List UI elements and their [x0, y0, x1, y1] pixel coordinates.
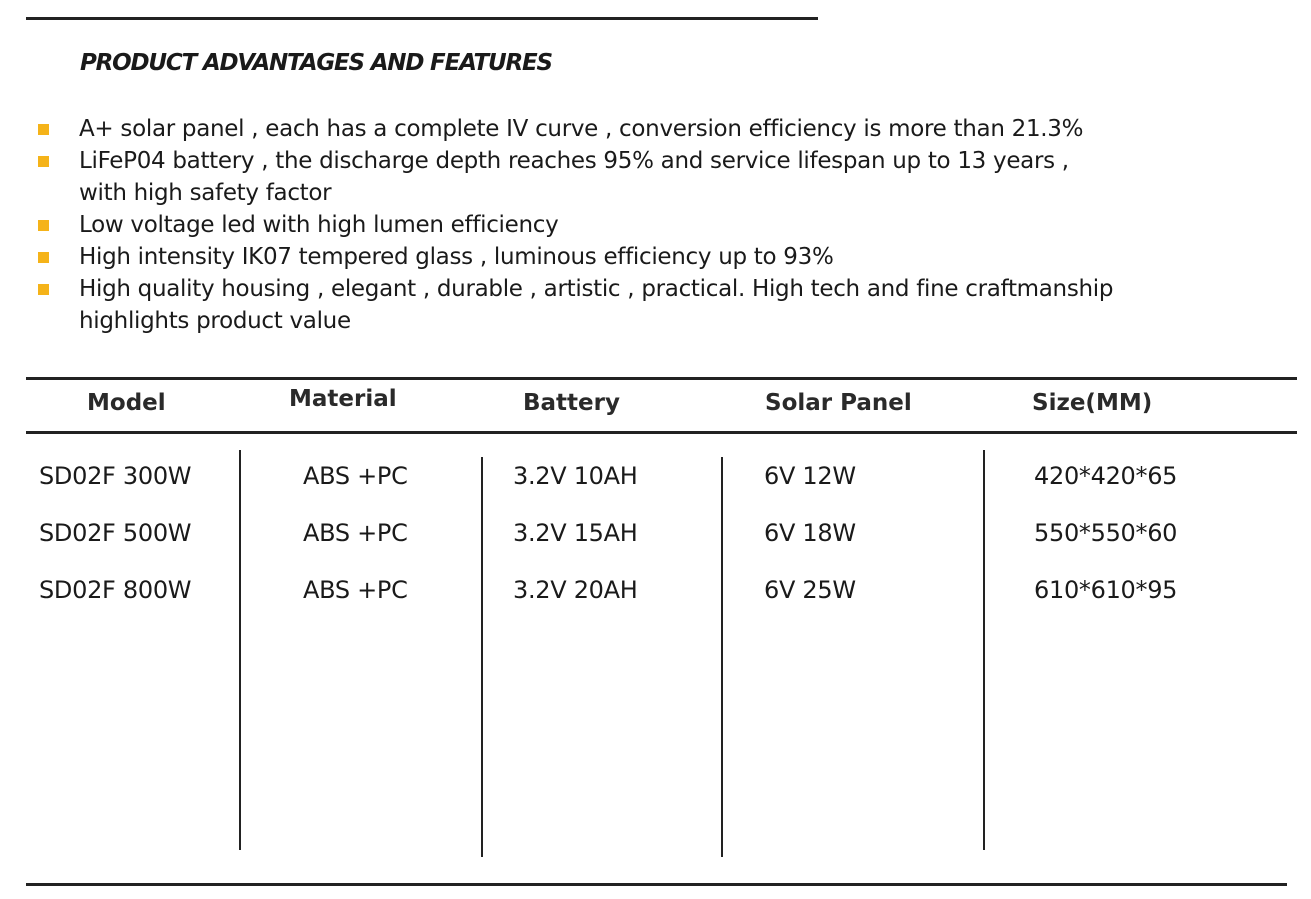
feature-item	[0, 209, 1199, 241]
feature-list	[0, 113, 1199, 337]
feature-text: High quality housing , elegant , durable , artistic , practical. High tech and fine craftmanship	[79, 276, 1114, 302]
cell-model: SD02F 500W	[39, 519, 192, 547]
column-divider	[721, 457, 723, 857]
section-title: PRODUCT ADVANTAGES AND FEATURES	[80, 50, 552, 76]
column-divider	[983, 450, 985, 850]
cell-battery: 3.2V 20AH	[513, 576, 638, 604]
feature-item	[0, 241, 1199, 273]
feature-text-continued: highlights product value	[79, 308, 351, 334]
cell-size: 420*420*65	[1034, 462, 1178, 490]
square-bullet-icon	[38, 252, 49, 263]
cell-battery: 3.2V 10AH	[513, 462, 638, 490]
column-divider	[239, 450, 241, 850]
square-bullet-icon	[38, 124, 49, 135]
feature-item	[0, 113, 1199, 145]
header-battery: Battery	[523, 390, 620, 416]
header-material: Material	[289, 386, 397, 412]
square-bullet-icon	[38, 156, 49, 167]
table-header-bottom-rule	[26, 431, 1297, 434]
feature-text: LiFeP04 battery , the discharge depth reaches 95% and service lifespan up to 13 years ,	[79, 148, 1069, 174]
feature-text-continued: with high safety factor	[79, 180, 332, 206]
cell-battery: 3.2V 15AH	[513, 519, 638, 547]
feature-text: A+ solar panel , each has a complete IV curve , conversion efficiency is more than 21.3%	[79, 116, 1084, 142]
feature-text: High intensity IK07 tempered glass , luminous efficiency up to 93%	[79, 244, 834, 270]
bottom-divider	[26, 883, 1287, 886]
table-header-top-rule	[26, 377, 1297, 380]
cell-size: 610*610*95	[1034, 576, 1178, 604]
feature-item	[0, 145, 1199, 209]
header-size: Size(MM)	[1032, 390, 1153, 416]
cell-solar-panel: 6V 25W	[764, 576, 856, 604]
column-divider	[481, 457, 483, 857]
header-solar-panel: Solar Panel	[765, 390, 912, 416]
cell-solar-panel: 6V 12W	[764, 462, 856, 490]
square-bullet-icon	[38, 220, 49, 231]
cell-solar-panel: 6V 18W	[764, 519, 856, 547]
square-bullet-icon	[38, 284, 49, 295]
feature-text: Low voltage led with high lumen efficiency	[79, 212, 559, 238]
cell-material: ABS +PC	[303, 576, 408, 604]
cell-model: SD02F 300W	[39, 462, 192, 490]
feature-item	[0, 273, 1199, 337]
cell-material: ABS +PC	[303, 462, 408, 490]
cell-material: ABS +PC	[303, 519, 408, 547]
header-model: Model	[87, 390, 166, 416]
top-divider	[26, 17, 818, 20]
cell-size: 550*550*60	[1034, 519, 1178, 547]
cell-model: SD02F 800W	[39, 576, 192, 604]
